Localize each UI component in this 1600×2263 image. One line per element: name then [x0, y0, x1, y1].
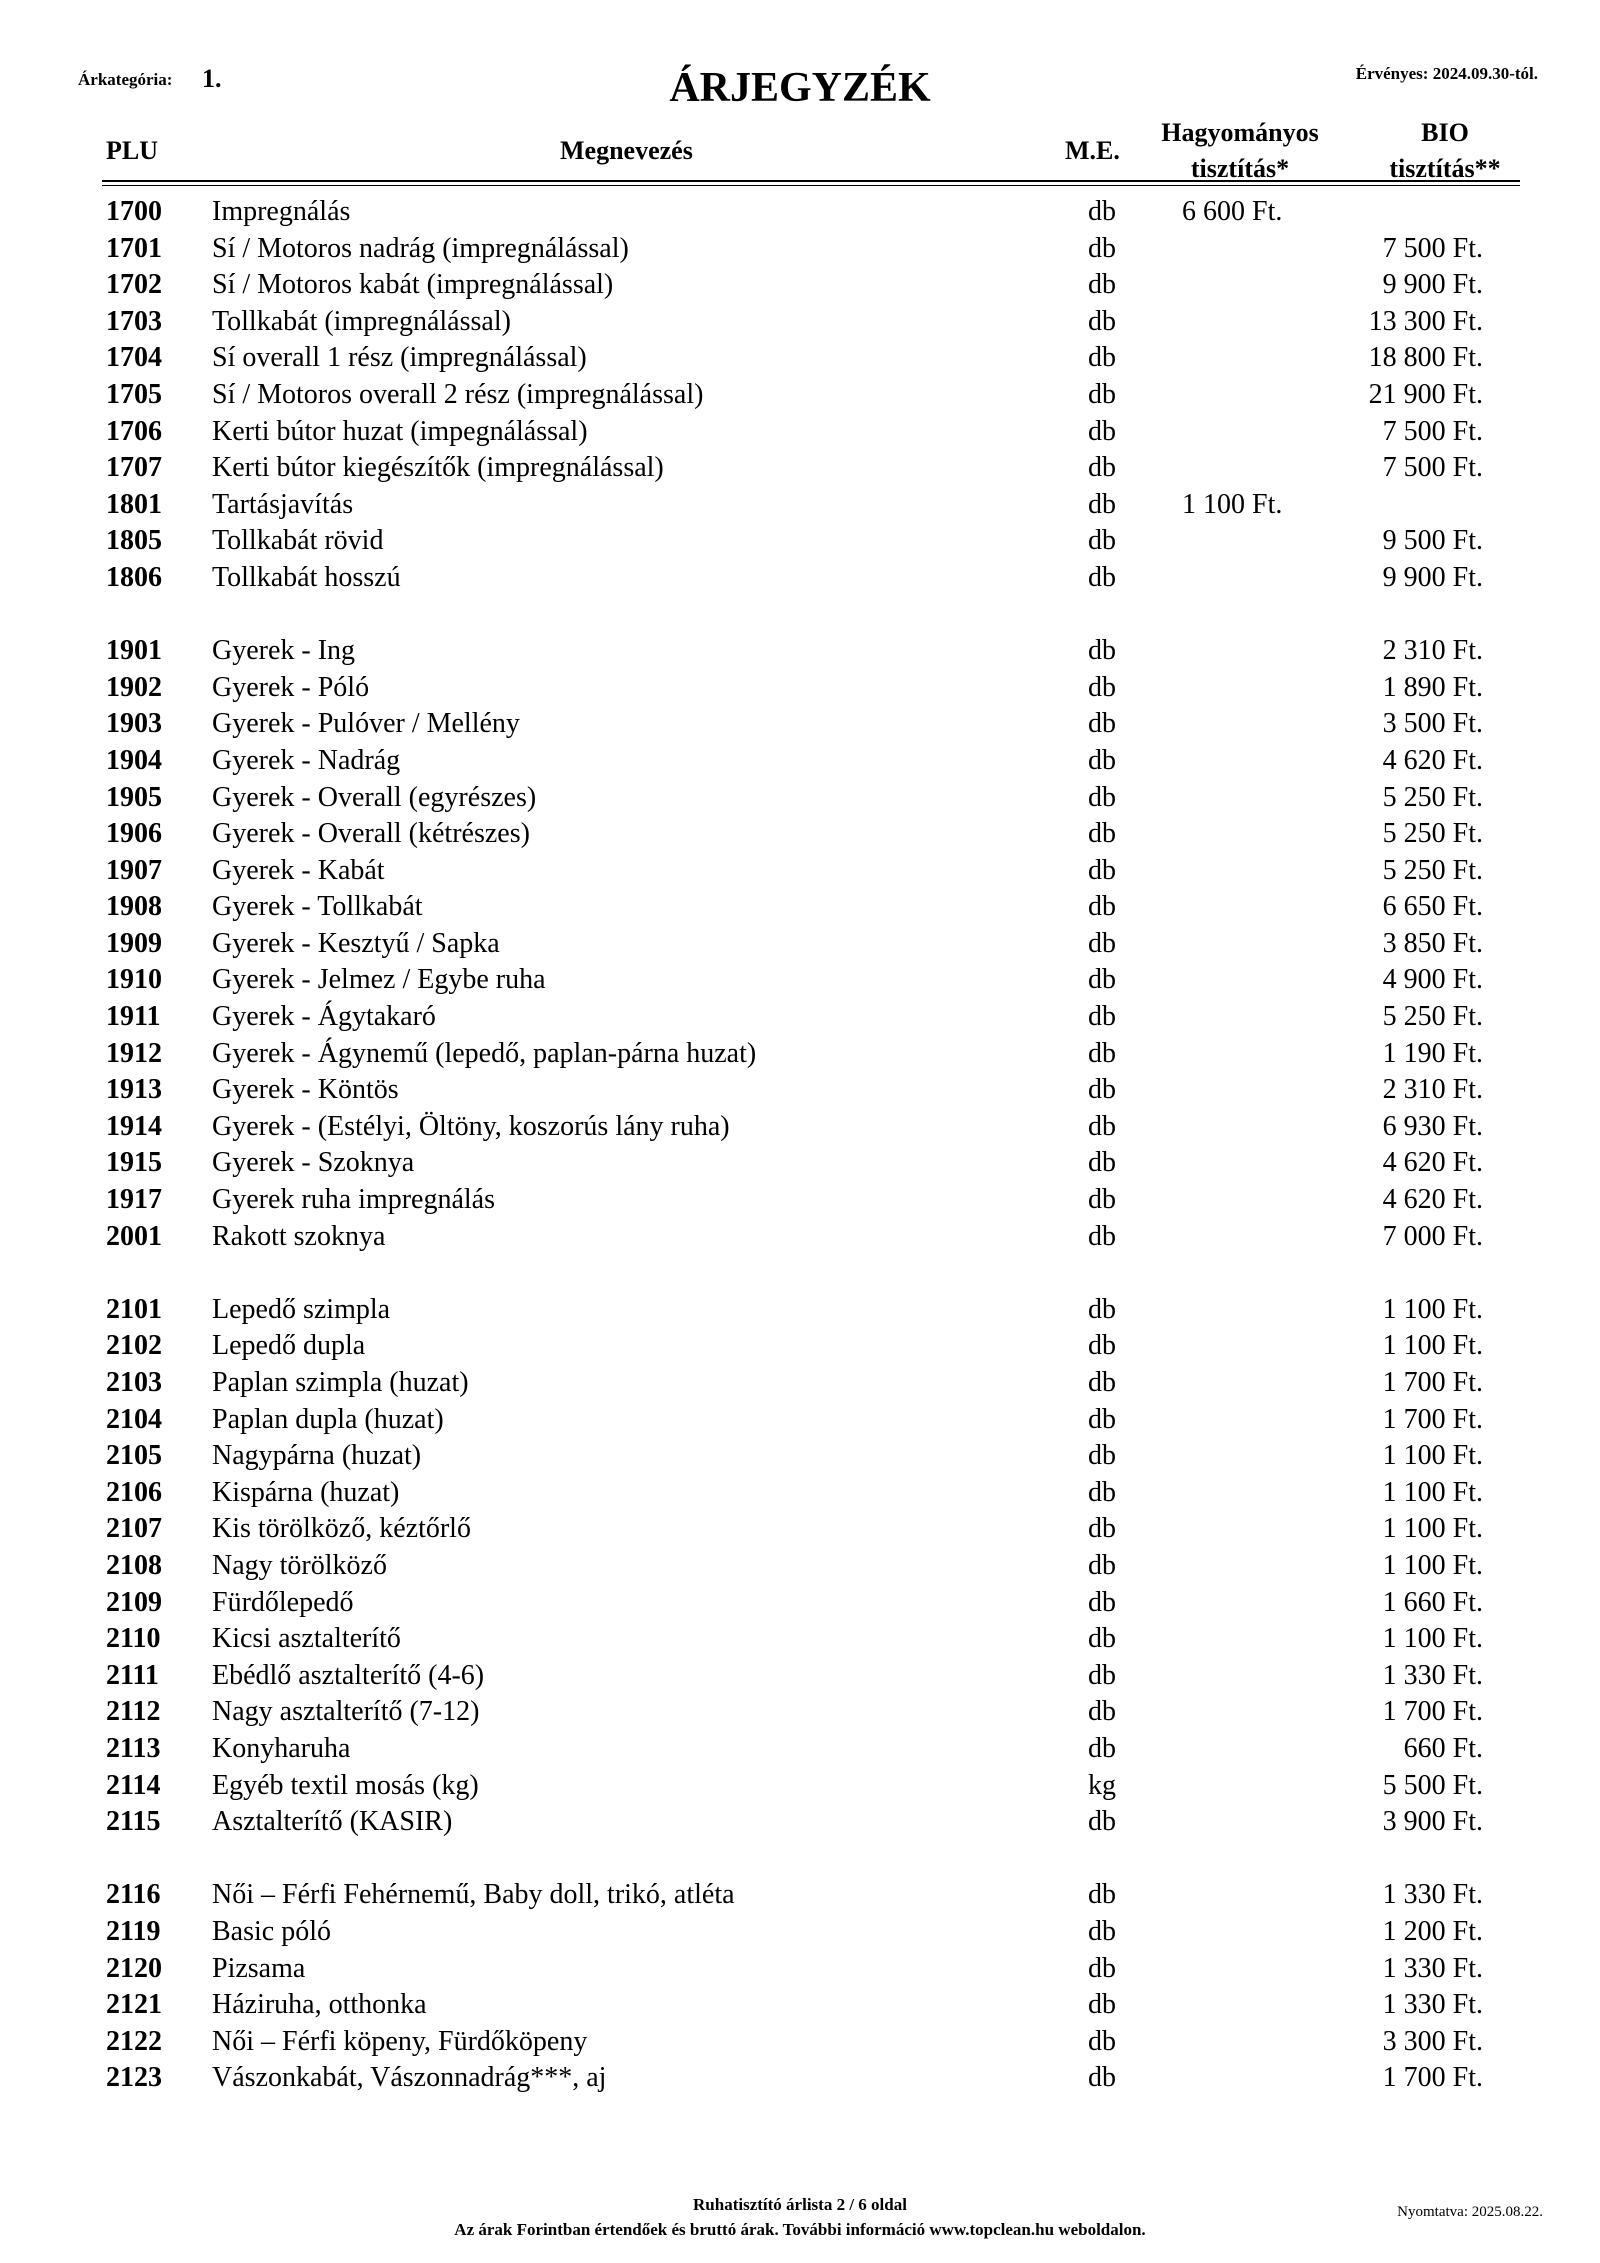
plu-code: 2108: [106, 1549, 162, 1581]
item-name: Gyerek - Szoknya: [212, 1147, 415, 1179]
item-name: Tollkabát hosszú: [212, 561, 401, 593]
plu-code: 2116: [106, 1879, 161, 1911]
table-row: [0, 1292, 1600, 1329]
bio-price: 9 900 Ft.: [1382, 269, 1483, 301]
unit: db: [1088, 1806, 1116, 1838]
traditional-price: 6 600 Ft.: [1182, 196, 1283, 227]
plu-code: 2102: [106, 1330, 162, 1362]
unit: db: [1088, 269, 1116, 301]
bio-price: 3 500 Ft.: [1382, 708, 1483, 740]
table-row: [0, 1511, 1600, 1548]
bio-price: 660 Ft.: [1403, 1732, 1483, 1764]
plu-code: 2122: [106, 2025, 162, 2057]
column-header-bio: [1355, 115, 1535, 187]
item-name: Háziruha, otthonka: [212, 1989, 427, 2021]
plu-code: 2104: [106, 1403, 162, 1435]
item-name: Lepedő dupla: [212, 1330, 366, 1362]
plu-code: 1704: [106, 342, 162, 374]
plu-code: 2105: [106, 1440, 162, 1472]
item-name: Ebédlő asztalterítő (4-6): [212, 1659, 485, 1691]
unit: db: [1088, 1586, 1116, 1618]
plu-code: 1806: [106, 561, 162, 593]
footer-page-info: Ruhatisztító árlista 2 / 6 oldal: [693, 2195, 907, 2214]
price-table: [0, 194, 1600, 2097]
column-header-unit: M.E.: [1065, 136, 1120, 165]
plu-code: 2111: [106, 1659, 159, 1691]
item-name: Paplan szimpla (huzat): [212, 1367, 469, 1398]
table-row: [0, 633, 1600, 670]
plu-code: 1706: [106, 415, 162, 447]
table-row: [0, 1914, 1600, 1951]
item-name: Gyerek - Nadrág: [212, 744, 401, 776]
table-row: [0, 377, 1600, 414]
bio-price: 2 310 Ft.: [1382, 1074, 1483, 1106]
bio-price: 21 900 Ft.: [1368, 378, 1483, 410]
table-row: [0, 1658, 1600, 1695]
table-row: [0, 340, 1600, 377]
bio-price: 1 100 Ft.: [1382, 1623, 1483, 1655]
item-name: Kicsi asztalterítő: [212, 1623, 401, 1655]
bio-price: 3 900 Ft.: [1382, 1806, 1483, 1838]
traditional-price: 1 100 Ft.: [1182, 488, 1283, 520]
table-row: [0, 999, 1600, 1036]
bio-price: 3 850 Ft.: [1382, 927, 1483, 959]
table-row: [0, 1475, 1600, 1512]
bio-price: 1 700 Ft.: [1382, 1403, 1483, 1435]
plu-code: 1903: [106, 708, 162, 740]
plu-code: 2114: [106, 1769, 161, 1801]
item-name: Impregnálás: [212, 196, 351, 227]
plu-code: 1805: [106, 525, 162, 557]
table-row: [0, 1036, 1600, 1073]
item-name: Gyerek ruha impregnálás: [212, 1184, 495, 1216]
table-row: [0, 853, 1600, 890]
unit: db: [1088, 891, 1116, 923]
unit: db: [1088, 1184, 1116, 1216]
plu-code: 1904: [106, 744, 162, 776]
unit: db: [1088, 305, 1116, 337]
plu-code: 1914: [106, 1110, 162, 1142]
unit: db: [1088, 1147, 1116, 1179]
plu-code: 1902: [106, 671, 162, 703]
bio-price: 1 700 Ft.: [1382, 1696, 1483, 1728]
item-name: Konyharuha: [212, 1732, 351, 1764]
unit: db: [1088, 744, 1116, 776]
bio-price: 9 900 Ft.: [1382, 561, 1483, 593]
item-name: Gyerek - Jelmez / Egybe ruha: [212, 964, 546, 996]
plu-code: 2120: [106, 1952, 162, 1984]
plu-code: 2119: [106, 1915, 161, 1947]
bio-price: 5 250 Ft.: [1382, 854, 1483, 886]
unit: db: [1088, 1037, 1116, 1069]
column-header-bio-line2: tisztítás**: [1389, 154, 1501, 183]
table-row: [0, 1145, 1600, 1182]
table-row: [0, 706, 1600, 743]
unit: db: [1088, 488, 1116, 520]
bio-price: 1 200 Ft.: [1382, 1915, 1483, 1947]
table-row: [0, 1694, 1600, 1731]
plu-code: 2106: [106, 1476, 162, 1508]
bio-price: 7 500 Ft.: [1382, 232, 1483, 264]
table-row: [0, 1987, 1600, 2024]
bio-price: 1 100 Ft.: [1382, 1513, 1483, 1545]
plu-code: 2103: [106, 1367, 162, 1398]
table-row: [0, 816, 1600, 853]
item-name: Női – Férfi Fehérnemű, Baby doll, trikó, atléta: [212, 1879, 735, 1911]
bio-price: 3 300 Ft.: [1382, 2025, 1483, 2057]
unit: db: [1088, 378, 1116, 410]
item-name: Gyerek - (Estélyi, Öltöny, koszorús lány ruha): [212, 1110, 730, 1142]
unit: db: [1088, 1220, 1116, 1252]
unit: db: [1088, 854, 1116, 886]
unit: db: [1088, 1440, 1116, 1472]
unit: db: [1088, 1623, 1116, 1655]
table-row: [0, 889, 1600, 926]
plu-code: 2107: [106, 1513, 162, 1545]
plu-code: 2101: [106, 1293, 162, 1325]
unit: db: [1088, 1367, 1116, 1398]
table-row: [0, 1219, 1600, 1256]
table-row: [0, 231, 1600, 268]
unit: kg: [1088, 1769, 1116, 1801]
item-name: Gyerek - Tollkabát: [212, 891, 423, 923]
item-name: Sí / Motoros overall 2 rész (impregnálással): [212, 378, 704, 410]
unit: db: [1088, 781, 1116, 813]
plu-code: 1915: [106, 1147, 162, 1179]
unit: db: [1088, 342, 1116, 374]
plu-code: 1912: [106, 1037, 162, 1069]
table-row: [0, 523, 1600, 560]
plu-code: 2123: [106, 2062, 162, 2094]
unit: db: [1088, 561, 1116, 593]
bio-price: 9 500 Ft.: [1382, 525, 1483, 557]
bio-price: 4 620 Ft.: [1382, 1147, 1483, 1179]
table-row: [0, 743, 1600, 780]
item-name: Gyerek - Kesztyű / Sapka: [212, 927, 500, 959]
bio-price: 1 330 Ft.: [1382, 1879, 1483, 1911]
unit: db: [1088, 1732, 1116, 1764]
unit: db: [1088, 525, 1116, 557]
table-row: [0, 304, 1600, 341]
unit: db: [1088, 1989, 1116, 2021]
plu-code: 2001: [106, 1220, 162, 1252]
unit: db: [1088, 818, 1116, 850]
plu-code: 1906: [106, 818, 162, 850]
item-name: Gyerek - Overall (egyrészes): [212, 781, 537, 813]
bio-price: 7 000 Ft.: [1382, 1220, 1483, 1252]
plu-code: 1705: [106, 378, 162, 410]
item-name: Asztalterítő (KASIR): [212, 1806, 453, 1838]
item-name: Sí / Motoros nadrág (impregnálással): [212, 232, 629, 264]
table-row: [0, 962, 1600, 999]
plu-code: 1909: [106, 927, 162, 959]
bio-price: 1 330 Ft.: [1382, 1659, 1483, 1691]
plu-code: 2109: [106, 1586, 162, 1618]
unit: db: [1088, 1001, 1116, 1033]
plu-code: 1801: [106, 488, 162, 520]
bio-price: 4 900 Ft.: [1382, 964, 1483, 996]
column-header-name: Megnevezés: [560, 136, 693, 165]
item-name: Gyerek - Kabát: [212, 854, 385, 886]
unit: db: [1088, 452, 1116, 484]
bio-price: 5 250 Ft.: [1382, 1001, 1483, 1033]
item-name: Női – Férfi köpeny, Fürdőköpeny: [212, 2025, 588, 2057]
table-row: [0, 1072, 1600, 1109]
table-row: [0, 670, 1600, 707]
item-name: Nagy törölköző: [212, 1549, 387, 1581]
footer-note: Az árak Forintban értendőek és bruttó árak. További információ www.topclean.hu weboldalon.: [454, 2220, 1146, 2239]
unit: db: [1088, 2062, 1116, 2094]
bio-price: 1 660 Ft.: [1382, 1586, 1483, 1618]
unit: db: [1088, 964, 1116, 996]
table-row: [0, 1804, 1600, 1841]
bio-price: 4 620 Ft.: [1382, 744, 1483, 776]
table-row: [0, 450, 1600, 487]
item-name: Basic póló: [212, 1915, 331, 1947]
bio-price: 1 100 Ft.: [1382, 1549, 1483, 1581]
bio-price: 4 620 Ft.: [1382, 1184, 1483, 1216]
item-name: Vászonkabát, Vászonnadrág***, aj: [212, 2062, 607, 2094]
group-spacer: [0, 1255, 1600, 1292]
plu-code: 1702: [106, 269, 162, 301]
bio-price: 1 890 Ft.: [1382, 671, 1483, 703]
bio-price: 2 310 Ft.: [1382, 635, 1483, 667]
unit: db: [1088, 1403, 1116, 1435]
bio-price: 5 250 Ft.: [1382, 818, 1483, 850]
unit: db: [1088, 1696, 1116, 1728]
unit: db: [1088, 2025, 1116, 2057]
item-name: Gyerek - Ágynemű (lepedő, paplan-párna huzat): [212, 1037, 757, 1069]
unit: db: [1088, 1659, 1116, 1691]
table-row: [0, 194, 1600, 231]
header-rule-bottom: [102, 185, 1520, 186]
unit: db: [1088, 1952, 1116, 1984]
bio-price: 1 100 Ft.: [1382, 1293, 1483, 1325]
column-header-bio-line1: BIO: [1421, 118, 1469, 147]
table-row: [0, 1328, 1600, 1365]
column-header-traditional-line1: Hagyományos: [1161, 118, 1319, 147]
bio-price: 6 650 Ft.: [1382, 891, 1483, 923]
plu-code: 2112: [106, 1696, 161, 1728]
item-name: Gyerek - Ágytakaró: [212, 1001, 436, 1033]
item-name: Gyerek - Overall (kétrészes): [212, 818, 530, 850]
item-name: Paplan dupla (huzat): [212, 1403, 444, 1435]
table-row: [0, 1731, 1600, 1768]
table-row: [0, 1109, 1600, 1146]
column-header-plu: PLU: [106, 136, 158, 165]
plu-code: 1910: [106, 964, 162, 996]
table-row: [0, 1877, 1600, 1914]
unit: db: [1088, 635, 1116, 667]
bio-price: 1 100 Ft.: [1382, 1476, 1483, 1508]
item-name: Kispárna (huzat): [212, 1476, 400, 1508]
item-name: Nagypárna (huzat): [212, 1440, 422, 1472]
plu-code: 2113: [106, 1732, 161, 1764]
plu-code: 1911: [106, 1001, 161, 1033]
unit: db: [1088, 1549, 1116, 1581]
unit: db: [1088, 196, 1116, 227]
column-header-traditional-line2: tisztítás*: [1190, 154, 1290, 183]
plu-code: 1701: [106, 232, 162, 264]
item-name: Sí / Motoros kabát (impregnálással): [212, 269, 614, 301]
unit: db: [1088, 927, 1116, 959]
item-name: Sí overall 1 rész (impregnálással): [212, 342, 587, 374]
item-name: Gyerek - Ing: [212, 635, 356, 667]
item-name: Pizsama: [212, 1952, 306, 1984]
table-row: [0, 1182, 1600, 1219]
group-spacer: [0, 597, 1600, 634]
table-row: [0, 926, 1600, 963]
item-name: Lepedő szimpla: [212, 1293, 391, 1325]
item-name: Rakott szoknya: [212, 1220, 386, 1252]
bio-price: 6 930 Ft.: [1382, 1110, 1483, 1142]
unit: db: [1088, 1476, 1116, 1508]
item-name: Kerti bútor huzat (impegnálással): [212, 415, 588, 447]
unit: db: [1088, 1074, 1116, 1106]
page-title: ÁRJEGYZÉK: [669, 65, 931, 111]
bio-price: 1 330 Ft.: [1382, 1952, 1483, 1984]
unit: db: [1088, 1330, 1116, 1362]
bio-price: 5 500 Ft.: [1382, 1769, 1483, 1801]
valid-from-date: Érvényes: 2024.09.30-tól.: [1355, 64, 1538, 83]
bio-price: 13 300 Ft.: [1368, 305, 1483, 337]
item-name: Gyerek - Póló: [212, 671, 370, 703]
table-row: [0, 1768, 1600, 1805]
table-row: [0, 560, 1600, 597]
table-row: [0, 487, 1600, 524]
plu-code: 1700: [106, 196, 162, 227]
item-name: Kerti bútor kiegészítők (impregnálással): [212, 452, 664, 484]
bio-price: 1 700 Ft.: [1382, 1367, 1483, 1398]
bio-price: 1 700 Ft.: [1382, 2062, 1483, 2094]
unit: db: [1088, 1915, 1116, 1947]
table-row: [0, 2024, 1600, 2061]
table-row: [0, 1548, 1600, 1585]
unit: db: [1088, 1879, 1116, 1911]
bio-price: 1 100 Ft.: [1382, 1440, 1483, 1472]
plu-code: 1905: [106, 781, 162, 813]
plu-code: 1917: [106, 1184, 162, 1216]
column-header-traditional: [1145, 115, 1335, 187]
unit: db: [1088, 671, 1116, 703]
table-row: [0, 1438, 1600, 1475]
plu-code: 1703: [106, 305, 162, 337]
unit: db: [1088, 1513, 1116, 1545]
bio-price: 7 500 Ft.: [1382, 452, 1483, 484]
item-name: Gyerek - Köntös: [212, 1074, 399, 1106]
unit: db: [1088, 232, 1116, 264]
unit: db: [1088, 708, 1116, 740]
plu-code: 2121: [106, 1989, 162, 2021]
item-name: Gyerek - Pulóver / Mellény: [212, 708, 520, 740]
item-name: Tollkabát (impregnálással): [212, 305, 511, 337]
header-rule-top: [102, 180, 1520, 182]
price-category-value: 1.: [202, 64, 222, 93]
item-name: Kis törölköző, kéztőrlő: [212, 1513, 471, 1545]
table-row: [0, 1585, 1600, 1622]
bio-price: 18 800 Ft.: [1368, 342, 1483, 374]
plu-code: 1707: [106, 452, 162, 484]
item-name: Fürdőlepedő: [212, 1586, 354, 1618]
plu-code: 1901: [106, 635, 162, 667]
bio-price: 1 190 Ft.: [1382, 1037, 1483, 1069]
table-row: [0, 267, 1600, 304]
plu-code: 2110: [106, 1623, 161, 1655]
item-name: Tollkabát rövid: [212, 525, 384, 557]
bio-price: 5 250 Ft.: [1382, 781, 1483, 813]
table-row: [0, 1365, 1600, 1402]
plu-code: 2115: [106, 1806, 161, 1838]
plu-code: 1907: [106, 854, 162, 886]
unit: db: [1088, 1293, 1116, 1325]
bio-price: 1 330 Ft.: [1382, 1989, 1483, 2021]
item-name: Tartásjavítás: [212, 488, 354, 520]
item-name: Egyéb textil mosás (kg): [212, 1769, 479, 1801]
table-row: [0, 1621, 1600, 1658]
unit: db: [1088, 415, 1116, 447]
printed-date: Nyomtatva: 2025.08.22.: [1397, 2204, 1543, 2220]
table-row: [0, 2060, 1600, 2097]
price-category-label: Árkategória:: [78, 70, 173, 89]
table-row: [0, 780, 1600, 817]
table-row: [0, 414, 1600, 451]
table-row: [0, 1951, 1600, 1988]
table-row: [0, 1402, 1600, 1439]
plu-code: 1913: [106, 1074, 162, 1106]
plu-code: 1908: [106, 891, 162, 923]
bio-price: 7 500 Ft.: [1382, 415, 1483, 447]
group-spacer: [0, 1841, 1600, 1878]
item-name: Nagy asztalterítő (7-12): [212, 1696, 480, 1728]
unit: db: [1088, 1110, 1116, 1142]
bio-price: 1 100 Ft.: [1382, 1330, 1483, 1362]
